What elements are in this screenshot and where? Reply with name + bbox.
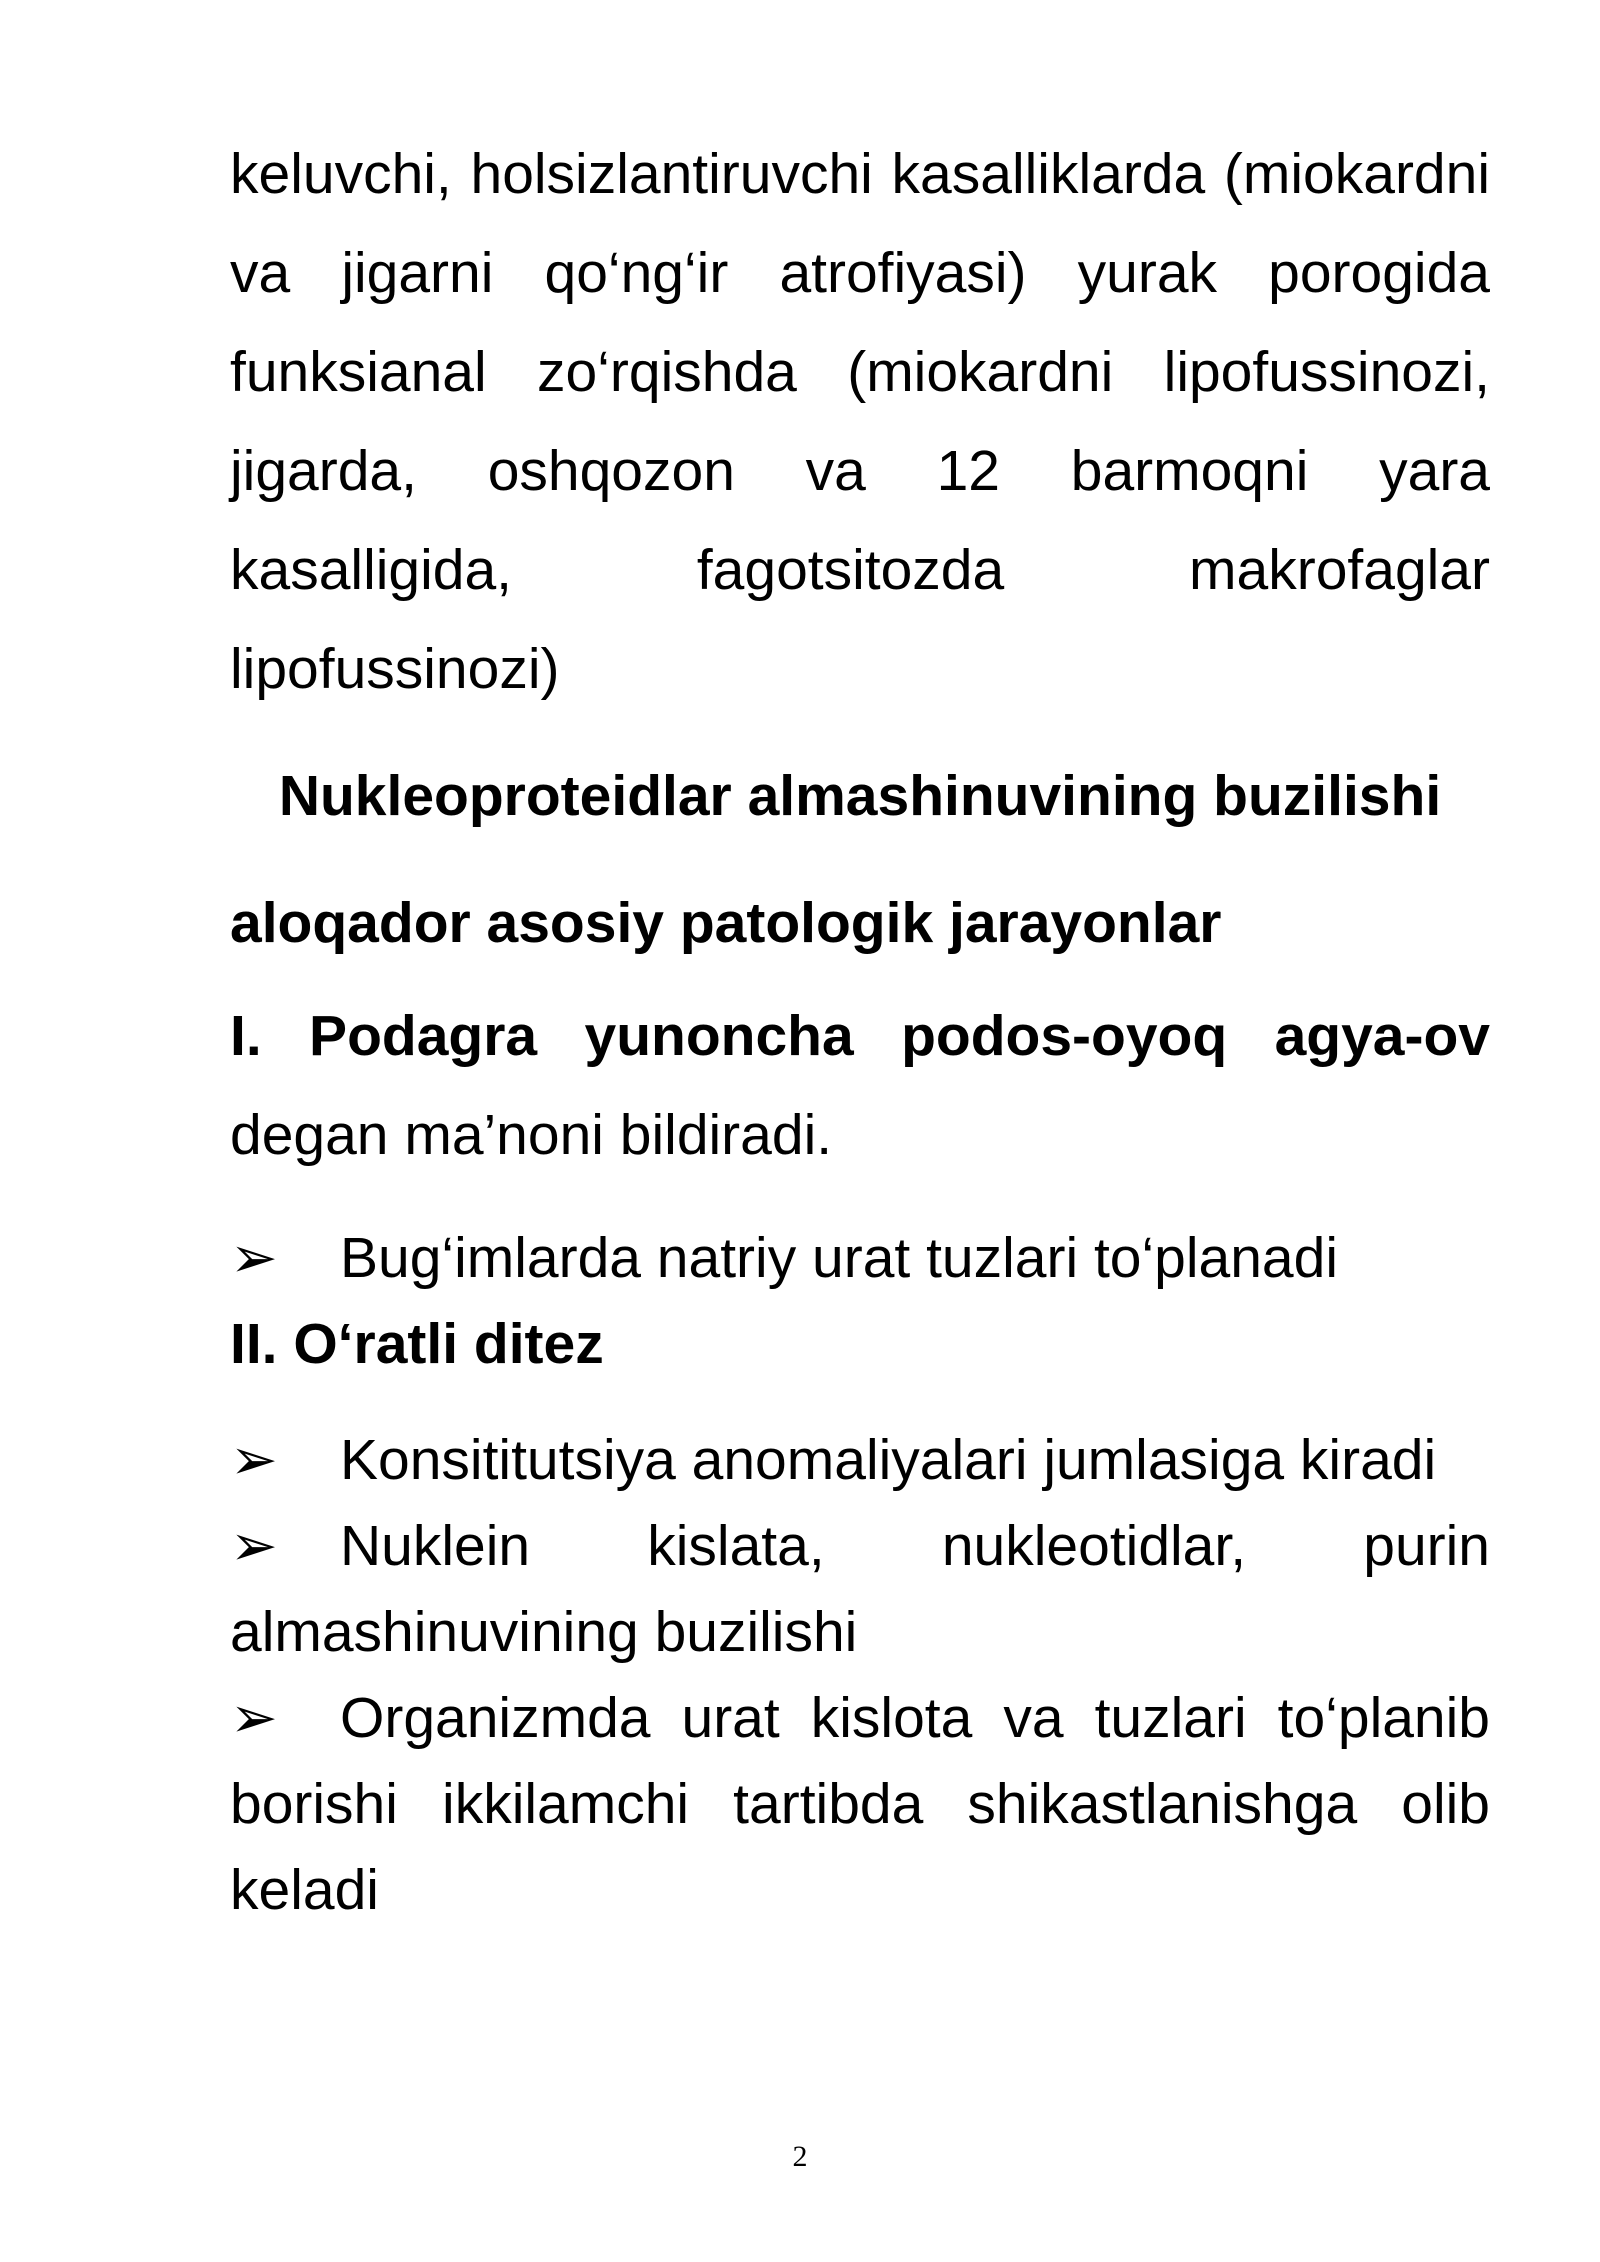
list-item-text: Organizmda urat kislota va tuzlari to‘planib borishi ikkilamchi tartibda shikastlanishga olib keladi	[230, 1686, 1490, 1922]
section-heading	[230, 733, 1490, 987]
section-heading-line-2: aloqador asosiy patologik jarayonlar	[230, 891, 1222, 955]
list-item-text: Konsititutsiya anomaliyalari jumlasiga kiradi	[340, 1428, 1437, 1492]
arrow-bullet-icon: ➢	[230, 1513, 278, 1579]
section-1-text: degan ma’noni bildiradi.	[230, 1103, 833, 1167]
section-heading-line-1: Nukleoproteidlar almashinuvining buzilishi	[278, 764, 1442, 828]
list-item	[230, 1215, 1490, 1301]
arrow-bullet-icon: ➢	[230, 1427, 278, 1493]
intro-paragraph: keluvchi, holsizlantiruvchi kasalliklarda (miokardni va jigarni qo‘ng‘ir atrofiyasi) yurak porogida funksianal zo‘rqishda (miokardni lipofussinozi, jigarda, oshqozon va 12 barmoqni yara kasalligida, fagotsitozda makrofaglar lipofussinozi)	[230, 142, 1490, 701]
section-1	[230, 987, 1490, 1185]
list-item-text: Nuklein kislata, nukleotidlar, purin almashinuvining buzilishi	[230, 1514, 1490, 1664]
arrow-bullet-icon: ➢	[230, 1225, 278, 1291]
section-2-title: II. O‘ratli ditez	[230, 1312, 604, 1376]
page-number: 2	[792, 2140, 808, 2173]
list-item	[230, 1503, 1490, 1675]
list-item	[230, 1417, 1490, 1503]
document-page	[230, 125, 1490, 1933]
list-item	[230, 1675, 1490, 1933]
list-item-text: Bug‘imlarda natriy urat tuzlari to‘planadi	[340, 1226, 1339, 1290]
section-1-title: I. Podagra yunoncha podos-oyoq agya-ov	[230, 1004, 1490, 1068]
arrow-bullet-icon: ➢	[230, 1685, 278, 1751]
